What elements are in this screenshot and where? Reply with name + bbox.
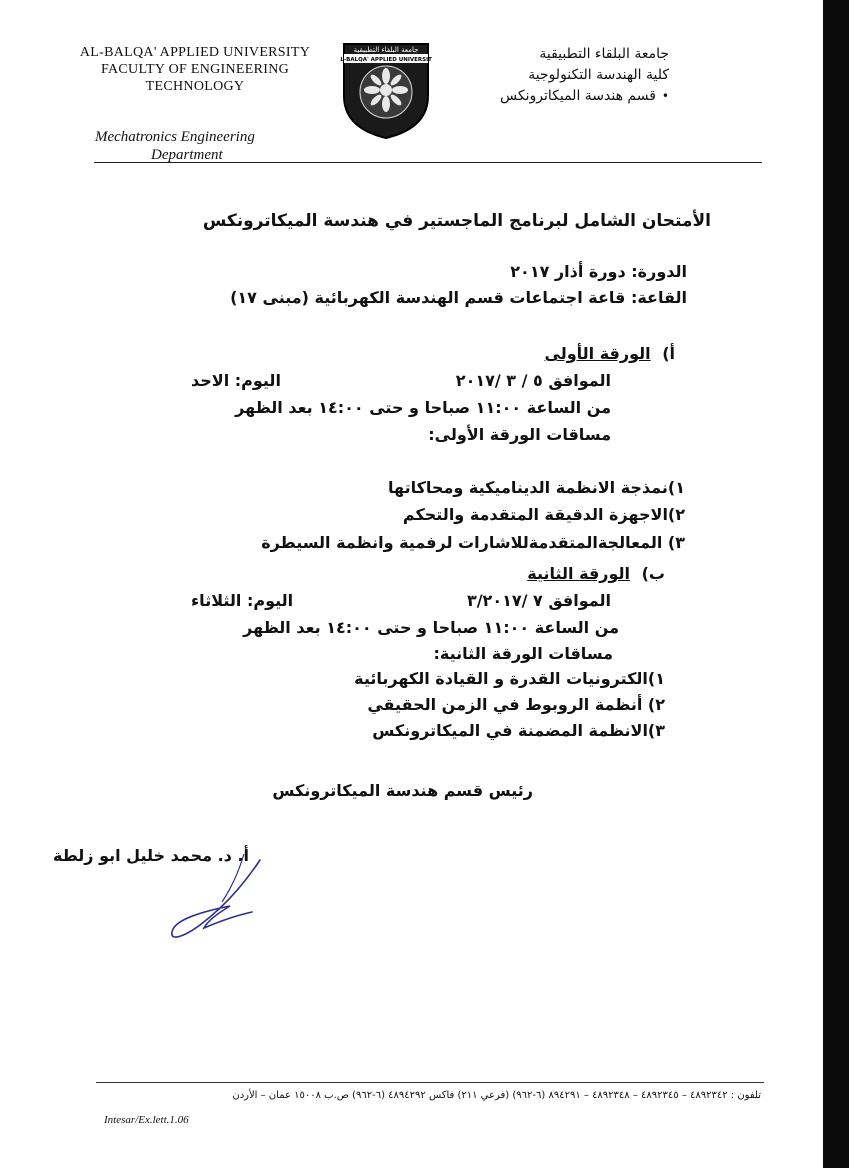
department-ar: • قسم هندسة الميكاترونكس <box>500 86 669 107</box>
paper2-day: اليوم: الثلاثاء <box>191 591 294 610</box>
paper1-course-1: ١)نمذجة الانظمة الديناميكية ومحاكاتها <box>388 478 685 497</box>
university-logo <box>340 40 432 140</box>
paper2-date: الموافق ٧ /٣/٢٠١٧ <box>466 591 611 610</box>
footer-reference: Intesar/Ex.lett.1.06 <box>104 1114 189 1126</box>
paper2-time: من الساعة ١١:٠٠ صباحا و حتى ١٤:٠٠ بعد الظهر <box>243 618 619 637</box>
paper2-course-2: ٢) أنظمة الروبوط في الزمن الحقيقي <box>367 695 665 714</box>
university-name-en <box>70 44 320 95</box>
paper1-time: من الساعة ١١:٠٠ صباحا و حتى ١٤:٠٠ بعد الظهر <box>235 398 611 417</box>
university-name-ar <box>500 44 669 107</box>
university-line-1: AL-BALQA' APPLIED UNIVERSITY <box>79 45 311 60</box>
paper2-courses-label: مساقات الورقة الثانية: <box>433 644 613 663</box>
university-ar: جامعة البلقاء التطبيقية <box>539 46 669 62</box>
exam-hall: القاعة: قاعة اجتماعات قسم الهندسة الكهربائية (مبنى ١٧) <box>230 288 687 307</box>
paper2-label: الورقة الثانية <box>527 564 631 583</box>
department-head-title: رئيس قسم هندسة الميكاترونكس <box>272 781 533 800</box>
paper1-marker: أ) <box>662 344 675 363</box>
paper1-day-row <box>191 371 611 390</box>
paper2-marker: ب) <box>641 564 665 583</box>
header-divider <box>94 162 762 163</box>
paper2-heading <box>527 564 665 583</box>
paper1-day: اليوم: الاحد <box>191 371 281 390</box>
footer-contact: تلفون : ٤٨٩٢٣٤٢ – ٤٨٩٢٣٤٥ – ٤٨٩٢٣٤٨ – ٨٩٤٢٩١ (٦-٩٦٢) (فرعي ٢١١) فاكس ٤٨٩٤٢٩٢ (٦-٩٦٢) ص.ب ١٥٠٠٨ عمان – الأردن <box>232 1090 761 1101</box>
paper1-courses-label: مساقات الورقة الأولى: <box>428 425 611 444</box>
footer-divider <box>96 1082 764 1083</box>
paper2-course-1: ١)الكترونيات القدرة و القيادة الكهربائية <box>354 669 665 688</box>
logo-text-ar: جامعة البلقاء التطبيقية <box>353 46 419 54</box>
scan-edge <box>823 0 849 1168</box>
faculty-ar: كلية الهندسة التكنولوجية <box>528 67 669 83</box>
department-line-2: Department <box>151 147 223 163</box>
paper1-heading <box>545 344 676 363</box>
paper1-date: الموافق ٥ / ٣ /٢٠١٧ <box>455 371 611 390</box>
paper1-label: الورقة الأولى <box>544 344 651 363</box>
paper2-day-row <box>191 591 611 610</box>
logo-text-en: AL-BALQA' APPLIED UNIVERSITY <box>340 57 432 63</box>
handwritten-signature <box>160 850 270 954</box>
university-line-2: FACULTY OF ENGINEERING <box>100 62 290 77</box>
paper1-course-2: ٢)الاجهزة الدقيقة المتقدمة والتحكم <box>402 505 685 524</box>
university-line-3: TECHNOLOGY <box>145 79 245 94</box>
paper2-course-3: ٣)الانظمة المضمنة في الميكاترونكس <box>372 721 665 740</box>
department-name-en <box>95 128 255 164</box>
signer-name: أ. د. محمد خليل ابو زلطة <box>52 846 249 865</box>
paper1-course-3: ٣) المعالجةالمتقدمةللاشارات لرفمية وانظمة السيطرة <box>261 533 685 552</box>
exam-title: الأمتحان الشامل لبرنامج الماجستير في هندسة الميكاترونكس <box>202 211 711 231</box>
department-line-1: Mechatronics Engineering <box>95 129 255 145</box>
exam-session: الدورة: دورة أذار ٢٠١٧ <box>510 262 687 281</box>
